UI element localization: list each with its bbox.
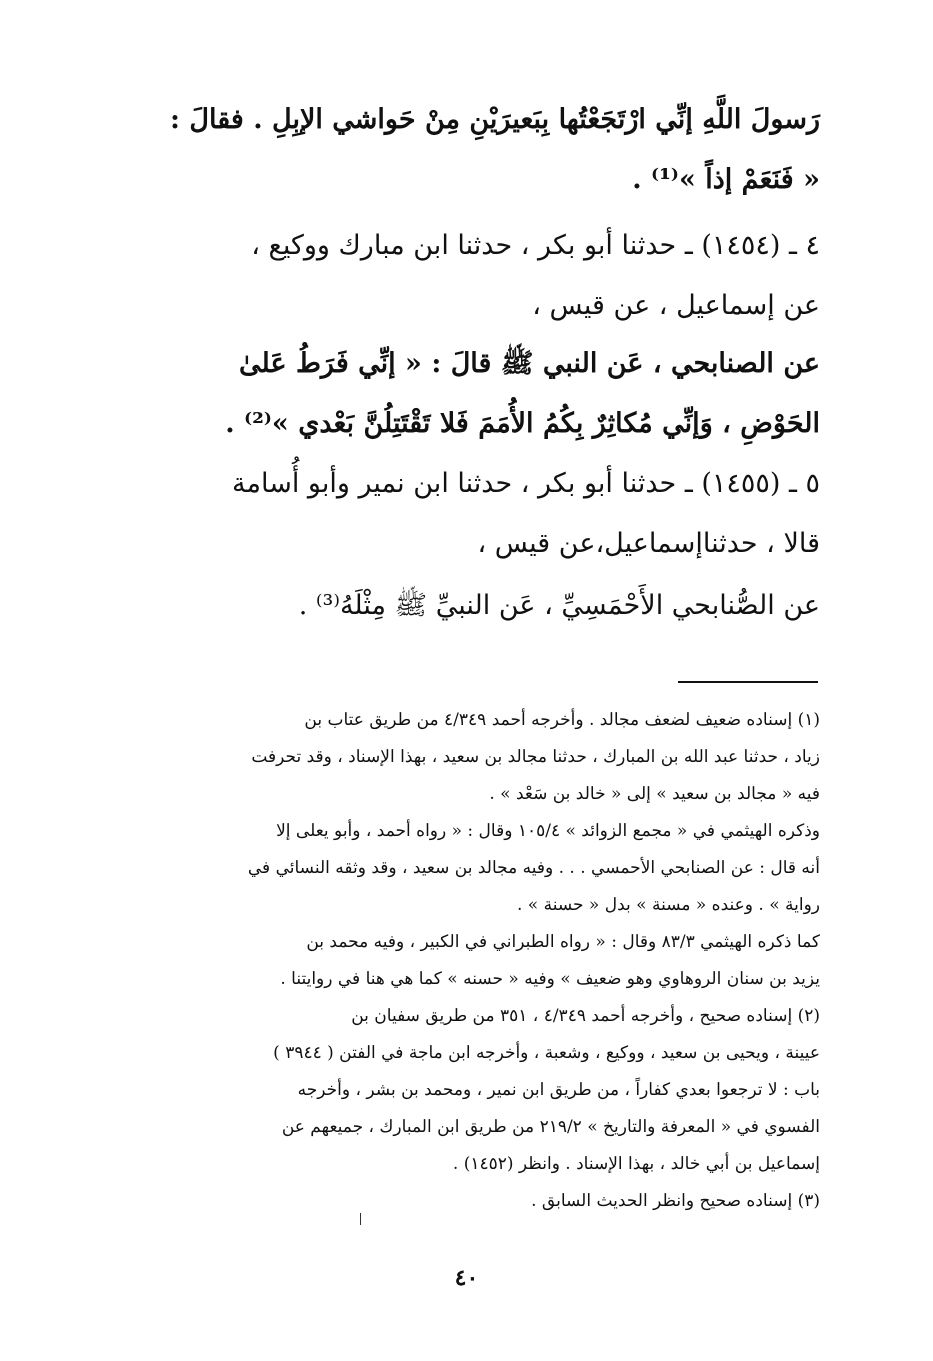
footnote-line: كما ذكره الهيثمي ٨٣/٣ وقال : « رواه الطبراني في الكبير ، وفيه محمد بن <box>306 932 820 952</box>
footnotes <box>130 712 820 1230</box>
footnote-separator <box>678 681 818 683</box>
footnote-line: فيه « مجالد بن سعيد » إلى « خالد بن سَعْد » . <box>489 784 820 804</box>
main-text-line: الحَوْضِ ، وَإنِّي مُكاثِرٌ بِكُمُ الأُمَمَ فَلا تَقْتَتِلُنَّ بَعْدي »⁽²⁾ . <box>225 408 820 439</box>
main-text-line: ٤ ـ (١٤٥٤) ـ حدثنا أبو بكر ، حدثنا ابن مبارك ووكيع ، <box>251 230 820 261</box>
footnote-line: باب : لا ترجعوا بعدي كفاراً ، من طريق ابن نمير ، ومحمد بن بشر ، وأخرجه <box>297 1080 820 1100</box>
footnote-line: رواية » . وعنده « مسنة » بدل « حسنة » . <box>517 895 820 915</box>
footnote-line: إسماعيل بن أبي خالد ، بهذا الإسناد . وانظر (١٤٥٢) . <box>452 1154 820 1174</box>
footnote-line: وذكره الهيثمي في « مجمع الزوائد » ١٠٥/٤ وقال : « رواه أحمد ، وأبو يعلى إلا <box>276 821 820 841</box>
footnote-line: زياد ، حدثنا عبد الله بن المبارك ، حدثنا مجالد بن سعيد ، بهذا الإسناد ، وقد تحرفت <box>251 747 820 767</box>
footnote-line: عيينة ، ويحيى بن سعيد ، ووكيع ، وشعبة ، وأخرجه ابن ماجة في الفتن ( ٣٩٤٤ ) <box>273 1043 820 1063</box>
footnote-line: (٢) إسناده صحيح ، وأخرجه أحمد ٤/٣٤٩ ، ٣٥١ من طريق سفيان بن <box>351 1006 820 1026</box>
footnote-line: يزيد بن سنان الروهاوي وهو ضعيف » وفيه « حسنه » كما هي هنا في روايتنا . <box>280 969 820 989</box>
main-text-line: ٥ ـ (١٤٥٥) ـ حدثنا أبو بكر ، حدثنا ابن نمير وأبو أُسامة <box>232 468 820 499</box>
isnad-1455 <box>130 470 820 590</box>
footnote-line: أنه قال : عن الصنابحي الأحمسي . . . وفيه مجالد بن سعيد ، وقد وثقه النسائي في <box>247 858 820 878</box>
hadith-matn-1455 <box>130 592 820 652</box>
footnote-line: (١) إسناده ضعيف لضعف مجالد . وأخرجه أحمد ٤/٣٤٩ من طريق عتاب بن <box>304 710 820 730</box>
footnote-line: الفسوي في « المعرفة والتاريخ » ٢١٩/٢ من طريق ابن المبارك ، جميعهم عن <box>281 1117 820 1137</box>
main-text-line: عن إسماعيل ، عن قيس ، <box>532 290 820 321</box>
main-text-line: عن الصُّنابحي الأَحْمَسِيِّ ، عَن النبيِّ ﷺ مِثْلَهُ⁽³⁾ . <box>298 590 820 621</box>
main-text-line: قالا ، حدثناإسماعيل،عن قيس ، <box>477 528 820 559</box>
hadith-text-continuation <box>130 106 820 226</box>
scan-mark <box>360 1213 361 1225</box>
main-text-line: رَسولَ اللَّهِ إنِّي ارْتَجَعْتُها بِبَعيرَيْنِ مِنْ حَواشي الإبِلِ . فقالَ : <box>170 104 820 135</box>
hadith-matn-1454 <box>130 350 820 470</box>
page-number: ٤٠ <box>454 1265 479 1291</box>
footnote-line: (٣) إسناده صحيح وانظر الحديث السابق . <box>531 1191 820 1211</box>
main-text-line: عن الصنابحي ، عَن النبي ﷺ قالَ : « إنِّي فَرَطُ عَلىٰ <box>239 348 820 379</box>
isnad-1454 <box>130 232 820 352</box>
main-text-line: « فَنَعَمْ إذاً »⁽¹⁾ . <box>632 164 820 195</box>
